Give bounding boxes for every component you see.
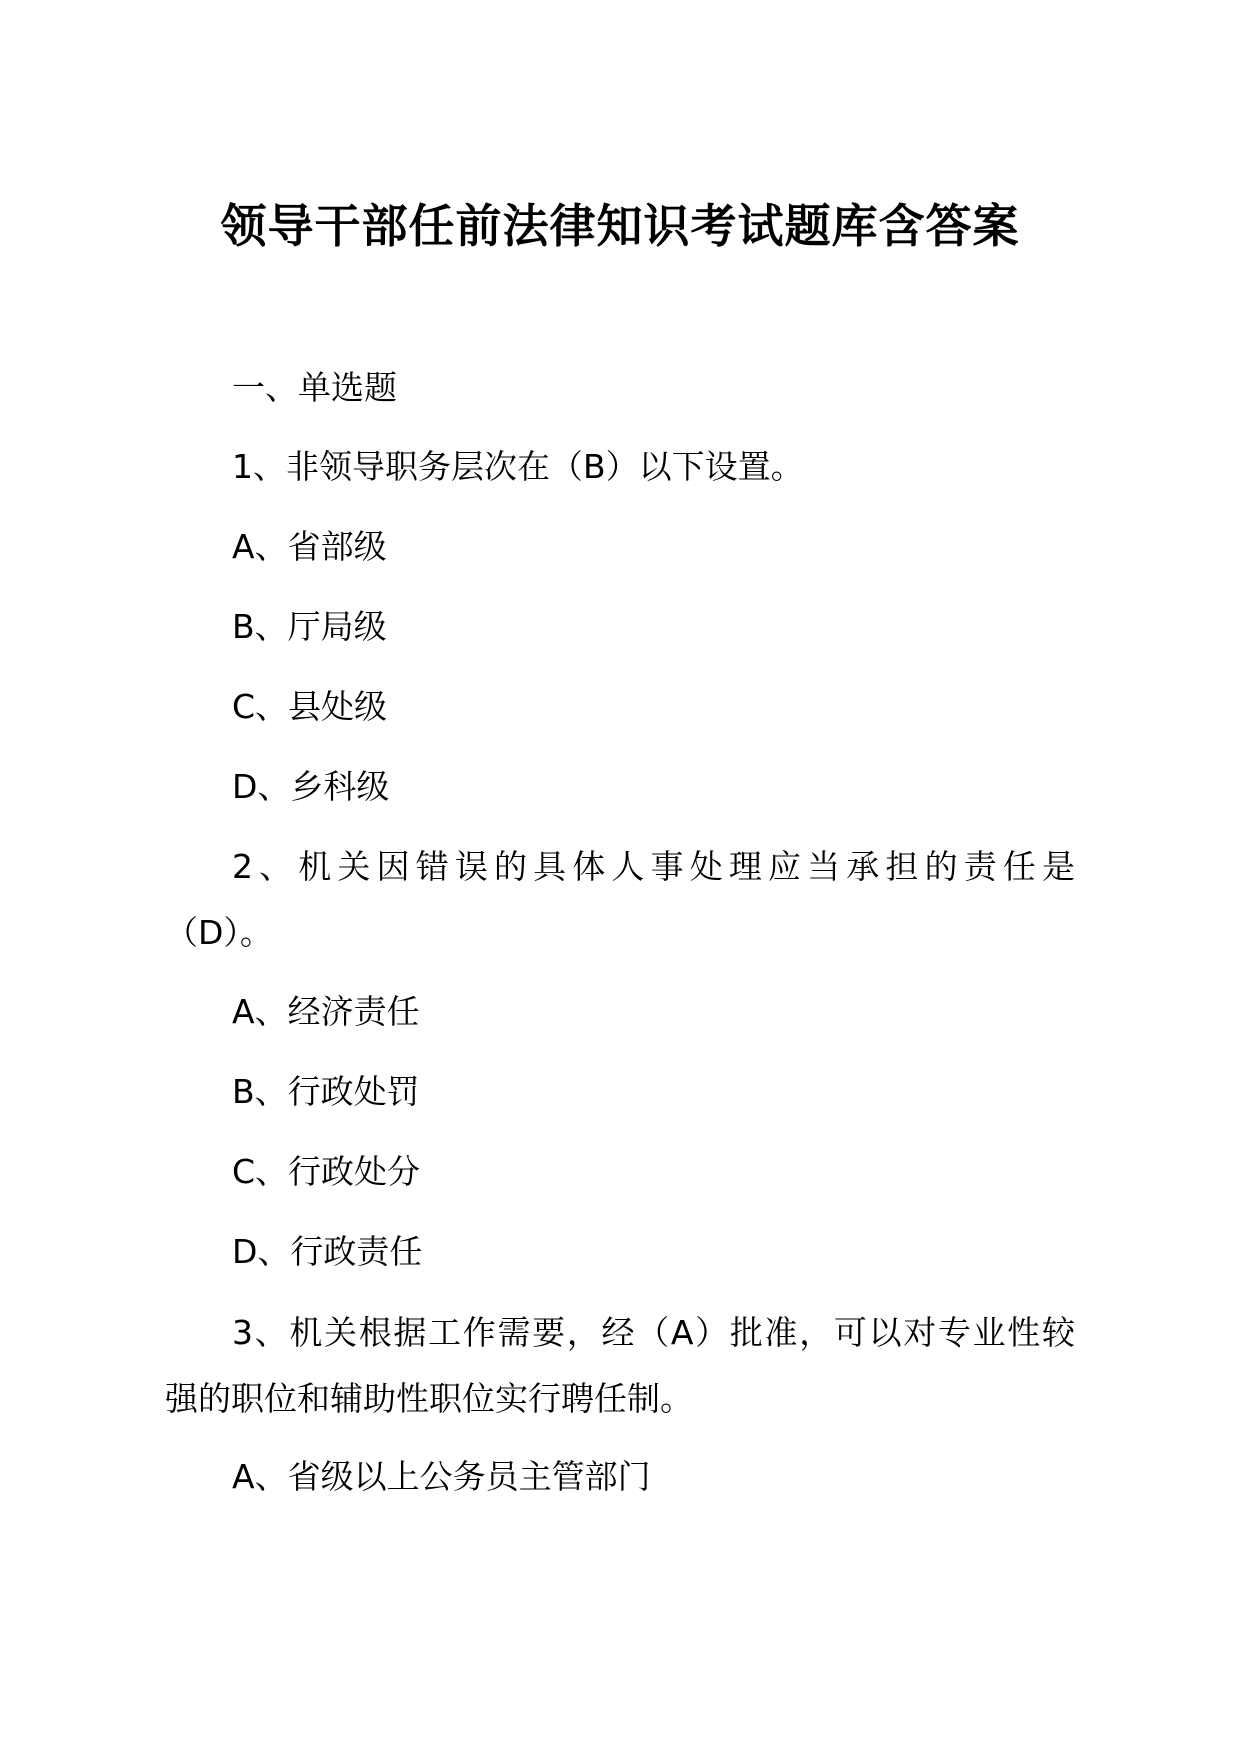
question-3-stem-line-2: 强的职位和辅助性职位实行聘任制。 [165,1379,693,1418]
question-1-option-a: A、省部级 [232,527,387,566]
question-1-option-c: C、县处级 [232,687,388,726]
question-2-option-c: C、行政处分 [232,1152,421,1191]
question-2-option-a: A、经济责任 [232,992,420,1031]
question-2-stem-line-1: 2、机关因错误的具体人事处理应当承担的责任是 [232,847,1075,886]
question-3-stem-line-1: 3、机关根据工作需要，经（A）批准，可以对专业性较 [232,1313,1075,1352]
question-2-option-b: B、行政处罚 [232,1072,420,1111]
question-2-stem-line-2: （D）。 [165,913,273,952]
document-title: 领导干部任前法律知识考试题库含答案 [220,199,1020,253]
question-3-option-a: A、省级以上公务员主管部门 [232,1457,651,1496]
section-heading: 一、单选题 [232,368,397,407]
question-1-option-b: B、厅局级 [232,607,387,646]
question-2-option-d: D、行政责任 [232,1232,423,1271]
question-1-option-d: D、乡科级 [232,767,390,806]
question-1-stem: 1、非领导职务层次在（B）以下设置。 [232,447,804,486]
question-2-stem [165,834,1075,966]
question-3-stem [165,1300,1075,1432]
